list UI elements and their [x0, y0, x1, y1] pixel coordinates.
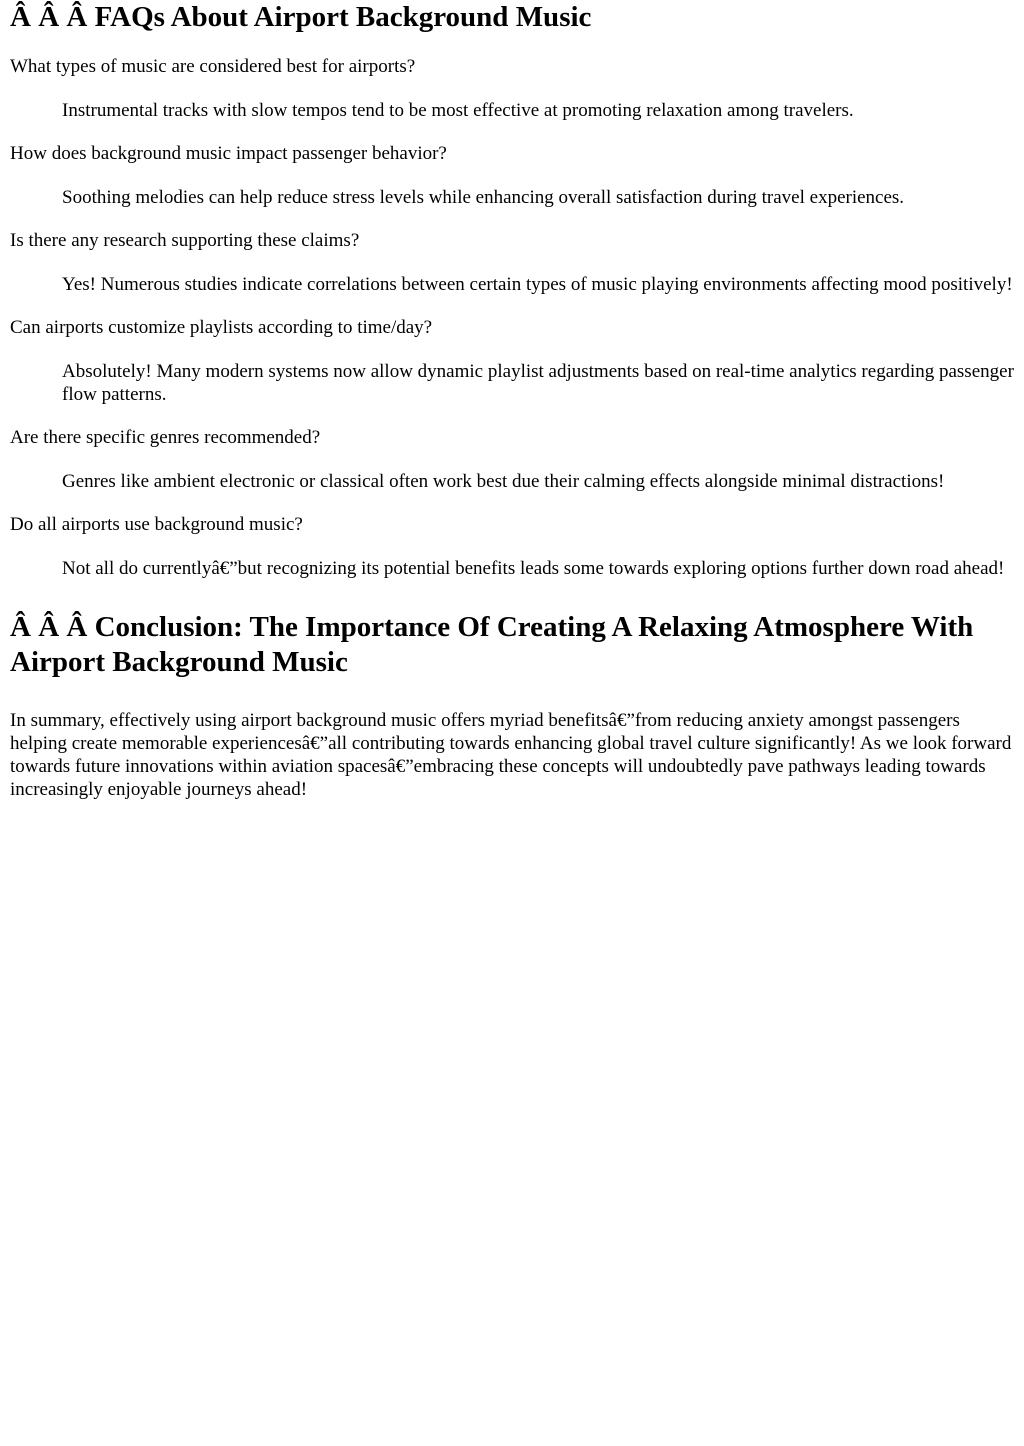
faq-question: How does background music impact passenger behavior? — [10, 143, 447, 164]
faq-heading: Â Â Â FAQs About Airport Background Music — [10, 1, 592, 33]
faq-answer: Absolutely! Many modern systems now allow dynamic playlist adjustments based on real-time analytics regarding passenger flow patterns. — [62, 361, 1014, 405]
faq-question: Can airports customize playlists according to time/day? — [10, 317, 433, 338]
faq-answer: Genres like ambient electronic or classical often work best due their calming effects alongside minimal distractions! — [62, 471, 945, 492]
conclusion-heading: Â Â Â Conclusion: The Importance Of Creating A Relaxing Atmosphere With Airport Background Music — [10, 611, 974, 678]
conclusion-paragraph: In summary, effectively using airport background music offers myriad benefitsâ€”from reducing anxiety amongst passengers helping create memorable experiencesâ€”all contributing towards enhancing global travel culture significantly! As we look forward towards future innovations within aviation spacesâ€”embracing these concepts will undoubtedly pave pathways leading towards increasingly enjoyable journeys ahead! — [10, 710, 1012, 800]
faq-question: Do all airports use background music? — [10, 514, 303, 535]
faq-question: Are there specific genres recommended? — [10, 427, 321, 448]
faq-question: What types of music are considered best for airports? — [10, 56, 416, 77]
faq-answer: Yes! Numerous studies indicate correlations between certain types of music playing environments affecting mood positively! — [62, 274, 1013, 295]
faq-list — [10, 55, 1014, 580]
faq-answer: Not all do currentlyâ€”but recognizing its potential benefits leads some towards exploring options further down road ahead! — [62, 558, 1005, 579]
faq-answer: Instrumental tracks with slow tempos tend to be most effective at promoting relaxation among travelers. — [62, 100, 854, 121]
faq-answer: Soothing melodies can help reduce stress levels while enhancing overall satisfaction during travel experiences. — [62, 187, 905, 208]
faq-question: Is there any research supporting these claims? — [10, 230, 360, 251]
